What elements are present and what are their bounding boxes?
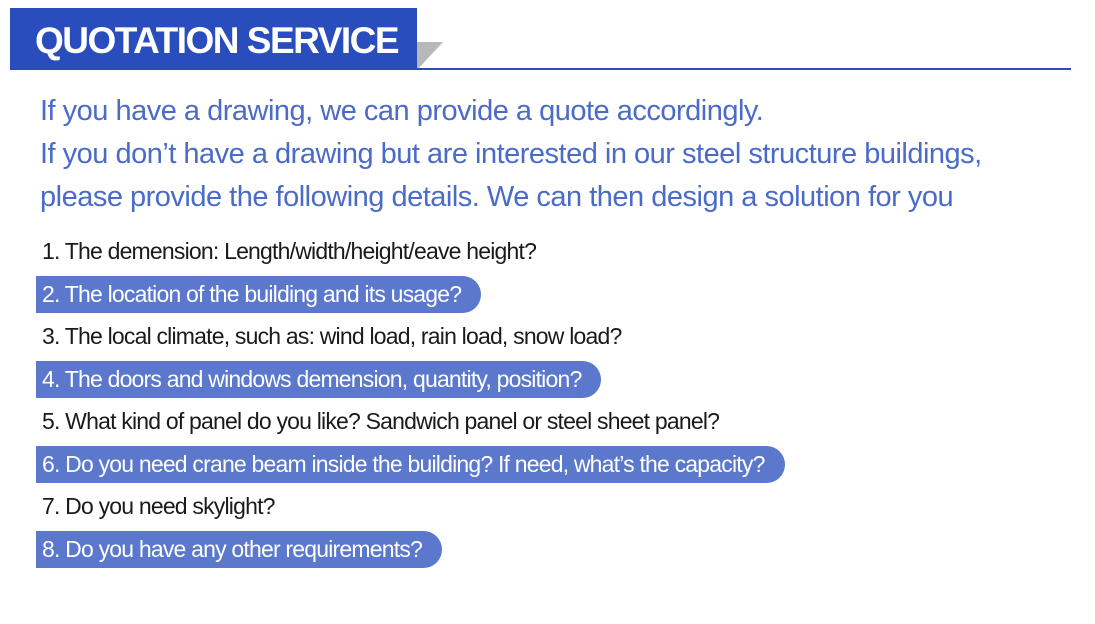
intro-text: [40, 90, 1080, 219]
requirement-text: 6. Do you need crane beam inside the building? If need, what’s the capacity?: [36, 446, 785, 483]
list-item: [36, 487, 936, 530]
list-item: [36, 360, 936, 403]
requirements-list: [36, 232, 936, 572]
requirement-text: 8. Do you have any other requirements?: [36, 531, 442, 568]
requirement-text: 5. What kind of panel do you like? Sandwich panel or steel sheet panel?: [42, 408, 720, 434]
section-header: [10, 8, 1071, 72]
requirement-text: 2. The location of the building and its usage?: [36, 276, 481, 313]
requirement-text: 7. Do you need skylight?: [42, 493, 275, 519]
intro-line-2: If you don’t have a drawing but are interested in our steel structure buildings,: [40, 138, 982, 170]
requirement-text: 1. The demension: Length/width/height/eave height?: [42, 238, 537, 264]
list-item: [36, 317, 936, 360]
intro-line-1: If you have a drawing, we can provide a quote accordingly.: [40, 95, 764, 127]
header-underline: [10, 68, 1071, 70]
list-item: [36, 445, 936, 488]
list-item: [36, 402, 936, 445]
intro-line-3: please provide the following details. We can then design a solution for you: [40, 181, 954, 213]
list-item: [36, 232, 936, 275]
page-title: QUOTATION SERVICE: [35, 20, 399, 61]
requirement-text: 4. The doors and windows demension, quantity, position?: [36, 361, 601, 398]
requirement-text: 3. The local climate, such as: wind load, rain load, snow load?: [42, 323, 622, 349]
header-tab: [10, 8, 417, 70]
header-fold-shadow: [417, 42, 443, 70]
list-item: [36, 275, 936, 318]
list-item: [36, 530, 936, 573]
